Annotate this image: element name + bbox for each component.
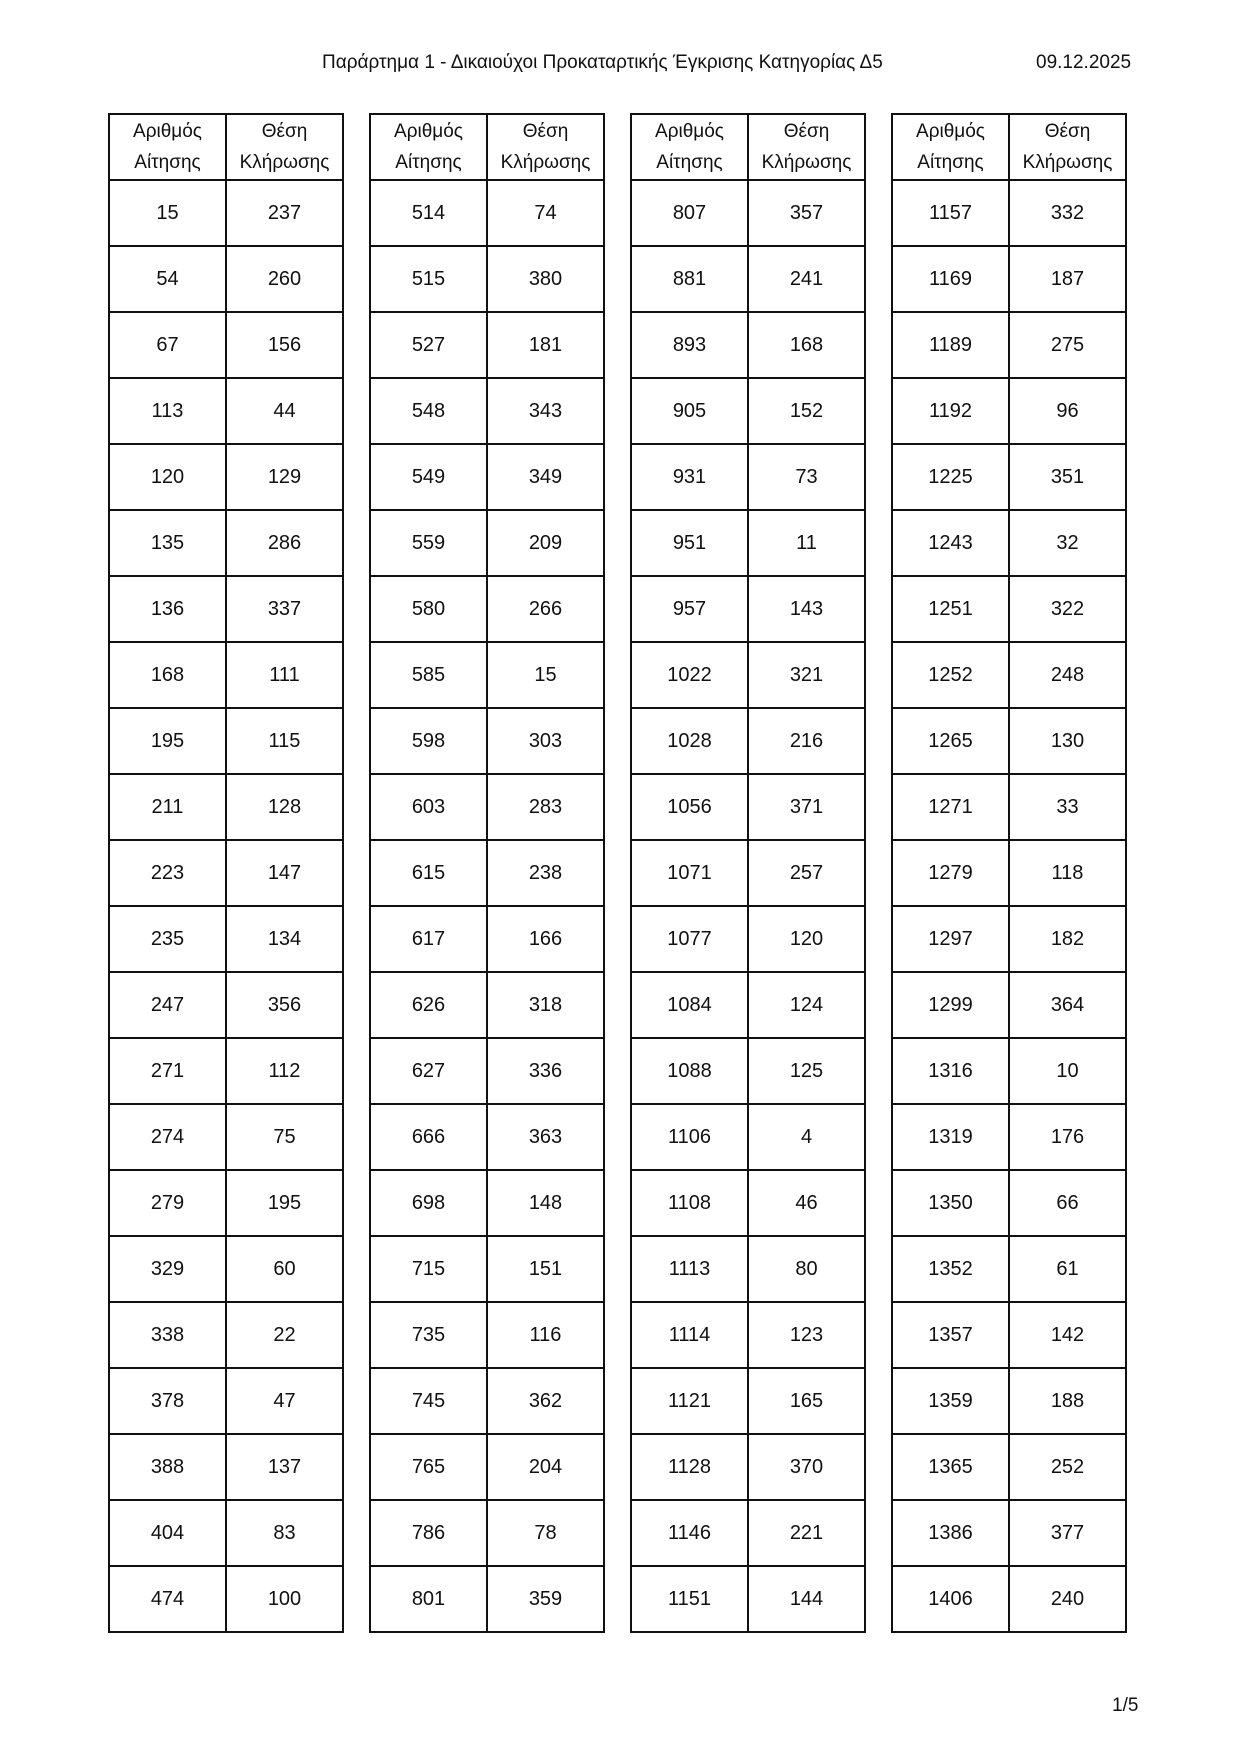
table-row <box>631 1500 865 1566</box>
application-number-cell: 168 <box>109 642 226 708</box>
draw-position-cell: 142 <box>1009 1302 1126 1368</box>
draw-position-cell: 10 <box>1009 1038 1126 1104</box>
application-number-cell: 378 <box>109 1368 226 1434</box>
application-number-cell: 1084 <box>631 972 748 1038</box>
table-row <box>370 840 604 906</box>
draw-position-cell: 156 <box>226 312 343 378</box>
table-row <box>631 1236 865 1302</box>
table-row <box>892 708 1126 774</box>
table-row <box>892 972 1126 1038</box>
column-header-line: Θέση <box>1044 121 1091 142</box>
column-header-line: Αίτησης <box>656 152 723 173</box>
table-row <box>109 1236 343 1302</box>
table-row <box>370 1170 604 1236</box>
draw-position-cell: 181 <box>487 312 604 378</box>
column-header-application-number <box>109 114 226 180</box>
column-header-line: Αριθμός <box>394 121 463 142</box>
table-row <box>892 1236 1126 1302</box>
draw-position-cell: 286 <box>226 510 343 576</box>
table-row <box>892 1302 1126 1368</box>
table-row <box>892 1566 1126 1632</box>
application-number-cell: 1352 <box>892 1236 1009 1302</box>
application-number-cell: 666 <box>370 1104 487 1170</box>
draw-position-cell: 100 <box>226 1566 343 1632</box>
draw-position-cell: 221 <box>748 1500 865 1566</box>
table-row <box>370 774 604 840</box>
table-row <box>109 510 343 576</box>
draw-position-cell: 144 <box>748 1566 865 1632</box>
application-number-cell: 580 <box>370 576 487 642</box>
application-number-cell: 1169 <box>892 246 1009 312</box>
application-number-cell: 247 <box>109 972 226 1038</box>
table-row <box>631 1170 865 1236</box>
draw-position-cell: 362 <box>487 1368 604 1434</box>
table-row <box>892 1434 1126 1500</box>
draw-position-cell: 176 <box>1009 1104 1126 1170</box>
results-table-1 <box>108 113 344 1633</box>
table-row <box>370 1500 604 1566</box>
table-row <box>631 840 865 906</box>
draw-position-cell: 356 <box>226 972 343 1038</box>
application-number-cell: 388 <box>109 1434 226 1500</box>
draw-position-cell: 252 <box>1009 1434 1126 1500</box>
column-header-draw-position <box>226 114 343 180</box>
table-row <box>370 642 604 708</box>
draw-position-cell: 318 <box>487 972 604 1038</box>
draw-position-cell: 151 <box>487 1236 604 1302</box>
table-row <box>370 576 604 642</box>
application-number-cell: 113 <box>109 378 226 444</box>
results-table-4 <box>891 113 1127 1633</box>
application-number-cell: 338 <box>109 1302 226 1368</box>
application-number-cell: 715 <box>370 1236 487 1302</box>
application-number-cell: 1189 <box>892 312 1009 378</box>
draw-position-cell: 195 <box>226 1170 343 1236</box>
draw-position-cell: 216 <box>748 708 865 774</box>
application-number-cell: 1359 <box>892 1368 1009 1434</box>
table-row <box>109 972 343 1038</box>
draw-position-cell: 15 <box>487 642 604 708</box>
table-row <box>631 378 865 444</box>
draw-position-cell: 11 <box>748 510 865 576</box>
draw-position-cell: 130 <box>1009 708 1126 774</box>
application-number-cell: 603 <box>370 774 487 840</box>
draw-position-cell: 137 <box>226 1434 343 1500</box>
draw-position-cell: 115 <box>226 708 343 774</box>
column-header-application-number <box>370 114 487 180</box>
table-row <box>631 1038 865 1104</box>
application-number-cell: 279 <box>109 1170 226 1236</box>
table-row <box>370 444 604 510</box>
table-row <box>370 708 604 774</box>
draw-position-cell: 275 <box>1009 312 1126 378</box>
table-row <box>109 1104 343 1170</box>
application-number-cell: 617 <box>370 906 487 972</box>
column-header-draw-position <box>1009 114 1126 180</box>
draw-position-cell: 266 <box>487 576 604 642</box>
application-number-cell: 67 <box>109 312 226 378</box>
draw-position-cell: 303 <box>487 708 604 774</box>
column-header-line: Αίτησης <box>134 152 201 173</box>
results-table-3 <box>630 113 866 1633</box>
table-row <box>109 1302 343 1368</box>
draw-position-cell: 260 <box>226 246 343 312</box>
application-number-cell: 765 <box>370 1434 487 1500</box>
application-number-cell: 1114 <box>631 1302 748 1368</box>
draw-position-cell: 60 <box>226 1236 343 1302</box>
table-row <box>370 972 604 1038</box>
application-number-cell: 136 <box>109 576 226 642</box>
table-row <box>631 642 865 708</box>
draw-position-cell: 209 <box>487 510 604 576</box>
draw-position-cell: 46 <box>748 1170 865 1236</box>
draw-position-cell: 204 <box>487 1434 604 1500</box>
application-number-cell: 195 <box>109 708 226 774</box>
table-row <box>892 378 1126 444</box>
draw-position-cell: 337 <box>226 576 343 642</box>
application-number-cell: 786 <box>370 1500 487 1566</box>
application-number-cell: 514 <box>370 180 487 246</box>
table-row <box>631 180 865 246</box>
application-number-cell: 548 <box>370 378 487 444</box>
draw-position-cell: 44 <box>226 378 343 444</box>
application-number-cell: 15 <box>109 180 226 246</box>
application-number-cell: 1192 <box>892 378 1009 444</box>
table-row <box>892 576 1126 642</box>
draw-position-cell: 248 <box>1009 642 1126 708</box>
column-header-line: Κλήρωσης <box>500 152 591 173</box>
table-row <box>631 774 865 840</box>
draw-position-cell: 134 <box>226 906 343 972</box>
draw-position-cell: 116 <box>487 1302 604 1368</box>
application-number-cell: 211 <box>109 774 226 840</box>
table-row <box>631 576 865 642</box>
table-row <box>631 1302 865 1368</box>
application-number-cell: 1151 <box>631 1566 748 1632</box>
table-row <box>631 312 865 378</box>
table-row <box>370 312 604 378</box>
draw-position-cell: 143 <box>748 576 865 642</box>
application-number-cell: 598 <box>370 708 487 774</box>
application-number-cell: 1251 <box>892 576 1009 642</box>
table-row <box>109 1038 343 1104</box>
table-row <box>370 1104 604 1170</box>
table-row <box>109 1368 343 1434</box>
application-number-cell: 626 <box>370 972 487 1038</box>
application-number-cell: 329 <box>109 1236 226 1302</box>
draw-position-cell: 359 <box>487 1566 604 1632</box>
results-table-2 <box>369 113 605 1633</box>
table-row <box>370 1302 604 1368</box>
table-row <box>631 510 865 576</box>
application-number-cell: 615 <box>370 840 487 906</box>
draw-position-cell: 363 <box>487 1104 604 1170</box>
draw-position-cell: 147 <box>226 840 343 906</box>
draw-position-cell: 75 <box>226 1104 343 1170</box>
application-number-cell: 931 <box>631 444 748 510</box>
draw-position-cell: 241 <box>748 246 865 312</box>
draw-position-cell: 188 <box>1009 1368 1126 1434</box>
table-row <box>109 642 343 708</box>
column-header-line: Θέση <box>522 121 569 142</box>
column-header-line: Αριθμός <box>655 121 724 142</box>
application-number-cell: 515 <box>370 246 487 312</box>
table-row <box>892 1170 1126 1236</box>
draw-position-cell: 61 <box>1009 1236 1126 1302</box>
table-header-row <box>892 114 1126 180</box>
application-number-cell: 881 <box>631 246 748 312</box>
table-row <box>631 972 865 1038</box>
draw-position-cell: 120 <box>748 906 865 972</box>
column-header-line: Κλήρωσης <box>1022 152 1113 173</box>
application-number-cell: 807 <box>631 180 748 246</box>
page-number: 1/5 <box>1112 1695 1139 1716</box>
column-header-line: Θέση <box>261 121 308 142</box>
application-number-cell: 474 <box>109 1566 226 1632</box>
application-number-cell: 1056 <box>631 774 748 840</box>
application-number-cell: 1299 <box>892 972 1009 1038</box>
table-header-row <box>631 114 865 180</box>
draw-position-cell: 33 <box>1009 774 1126 840</box>
table-row <box>370 1566 604 1632</box>
table-row <box>892 312 1126 378</box>
draw-position-cell: 187 <box>1009 246 1126 312</box>
draw-position-cell: 257 <box>748 840 865 906</box>
table-row <box>892 1038 1126 1104</box>
draw-position-cell: 168 <box>748 312 865 378</box>
draw-position-cell: 4 <box>748 1104 865 1170</box>
column-header-line: Κλήρωσης <box>239 152 330 173</box>
application-number-cell: 223 <box>109 840 226 906</box>
draw-position-cell: 332 <box>1009 180 1126 246</box>
table-row <box>892 906 1126 972</box>
table-row <box>892 840 1126 906</box>
draw-position-cell: 237 <box>226 180 343 246</box>
column-header-draw-position <box>748 114 865 180</box>
table-row <box>109 1500 343 1566</box>
table-row <box>892 1368 1126 1434</box>
application-number-cell: 951 <box>631 510 748 576</box>
column-header-line: Αριθμός <box>133 121 202 142</box>
application-number-cell: 271 <box>109 1038 226 1104</box>
table-row <box>892 642 1126 708</box>
application-number-cell: 1386 <box>892 1500 1009 1566</box>
table-row <box>109 708 343 774</box>
table-row <box>109 774 343 840</box>
document-date: 09.12.2025 <box>1036 52 1132 73</box>
table-row <box>370 906 604 972</box>
draw-position-cell: 96 <box>1009 378 1126 444</box>
draw-position-cell: 118 <box>1009 840 1126 906</box>
application-number-cell: 1113 <box>631 1236 748 1302</box>
table-header-row <box>370 114 604 180</box>
draw-position-cell: 370 <box>748 1434 865 1500</box>
table-row <box>370 1368 604 1434</box>
draw-position-cell: 111 <box>226 642 343 708</box>
draw-position-cell: 80 <box>748 1236 865 1302</box>
table-row <box>370 246 604 312</box>
draw-position-cell: 123 <box>748 1302 865 1368</box>
application-number-cell: 1121 <box>631 1368 748 1434</box>
table-row <box>892 774 1126 840</box>
application-number-cell: 1225 <box>892 444 1009 510</box>
application-number-cell: 1279 <box>892 840 1009 906</box>
draw-position-cell: 47 <box>226 1368 343 1434</box>
application-number-cell: 1297 <box>892 906 1009 972</box>
draw-position-cell: 321 <box>748 642 865 708</box>
draw-position-cell: 78 <box>487 1500 604 1566</box>
table-row <box>892 1104 1126 1170</box>
application-number-cell: 404 <box>109 1500 226 1566</box>
application-number-cell: 1252 <box>892 642 1009 708</box>
table-row <box>892 1500 1126 1566</box>
application-number-cell: 1243 <box>892 510 1009 576</box>
draw-position-cell: 380 <box>487 246 604 312</box>
table-row <box>109 906 343 972</box>
draw-position-cell: 129 <box>226 444 343 510</box>
draw-position-cell: 22 <box>226 1302 343 1368</box>
application-number-cell: 1319 <box>892 1104 1009 1170</box>
table-row <box>370 1434 604 1500</box>
application-number-cell: 1071 <box>631 840 748 906</box>
table-row <box>631 444 865 510</box>
table-row <box>109 840 343 906</box>
table-row <box>631 1104 865 1170</box>
table-row <box>370 180 604 246</box>
table-row <box>892 510 1126 576</box>
table-row <box>109 312 343 378</box>
application-number-cell: 559 <box>370 510 487 576</box>
draw-position-cell: 343 <box>487 378 604 444</box>
table-row <box>370 510 604 576</box>
column-header-line: Κλήρωσης <box>761 152 852 173</box>
draw-position-cell: 112 <box>226 1038 343 1104</box>
draw-position-cell: 238 <box>487 840 604 906</box>
application-number-cell: 1406 <box>892 1566 1009 1632</box>
application-number-cell: 1316 <box>892 1038 1009 1104</box>
document-title: Παράρτημα 1 - Δικαιούχοι Προκαταρτικής Έγκρισης Κατηγορίας Δ5 <box>322 52 883 73</box>
table-row <box>109 1566 343 1632</box>
table-row <box>370 378 604 444</box>
table-row <box>109 378 343 444</box>
application-number-cell: 1022 <box>631 642 748 708</box>
table-row <box>631 246 865 312</box>
application-number-cell: 893 <box>631 312 748 378</box>
table-row <box>631 708 865 774</box>
application-number-cell: 235 <box>109 906 226 972</box>
column-header-line: Αριθμός <box>916 121 985 142</box>
table-row <box>109 180 343 246</box>
application-number-cell: 1157 <box>892 180 1009 246</box>
draw-position-cell: 371 <box>748 774 865 840</box>
application-number-cell: 274 <box>109 1104 226 1170</box>
application-number-cell: 801 <box>370 1566 487 1632</box>
application-number-cell: 1265 <box>892 708 1009 774</box>
application-number-cell: 549 <box>370 444 487 510</box>
draw-position-cell: 152 <box>748 378 865 444</box>
application-number-cell: 735 <box>370 1302 487 1368</box>
table-row <box>109 444 343 510</box>
table-row <box>109 576 343 642</box>
application-number-cell: 527 <box>370 312 487 378</box>
column-header-application-number <box>892 114 1009 180</box>
draw-position-cell: 322 <box>1009 576 1126 642</box>
table-row <box>631 1434 865 1500</box>
application-number-cell: 1128 <box>631 1434 748 1500</box>
table-row <box>109 1434 343 1500</box>
draw-position-cell: 32 <box>1009 510 1126 576</box>
draw-position-cell: 377 <box>1009 1500 1126 1566</box>
application-number-cell: 54 <box>109 246 226 312</box>
application-number-cell: 1028 <box>631 708 748 774</box>
draw-position-cell: 125 <box>748 1038 865 1104</box>
application-number-cell: 1357 <box>892 1302 1009 1368</box>
table-header-row <box>109 114 343 180</box>
draw-position-cell: 349 <box>487 444 604 510</box>
column-header-line: Αίτησης <box>917 152 984 173</box>
table-row <box>631 1566 865 1632</box>
draw-position-cell: 124 <box>748 972 865 1038</box>
draw-position-cell: 166 <box>487 906 604 972</box>
application-number-cell: 1088 <box>631 1038 748 1104</box>
draw-position-cell: 148 <box>487 1170 604 1236</box>
table-row <box>631 906 865 972</box>
column-header-application-number <box>631 114 748 180</box>
draw-position-cell: 357 <box>748 180 865 246</box>
draw-position-cell: 240 <box>1009 1566 1126 1632</box>
draw-position-cell: 66 <box>1009 1170 1126 1236</box>
table-row <box>892 180 1126 246</box>
application-number-cell: 1271 <box>892 774 1009 840</box>
draw-position-cell: 165 <box>748 1368 865 1434</box>
table-row <box>370 1236 604 1302</box>
table-row <box>109 1170 343 1236</box>
application-number-cell: 1365 <box>892 1434 1009 1500</box>
table-row <box>892 246 1126 312</box>
draw-position-cell: 351 <box>1009 444 1126 510</box>
application-number-cell: 135 <box>109 510 226 576</box>
column-header-line: Αίτησης <box>395 152 462 173</box>
column-header-line: Θέση <box>783 121 830 142</box>
draw-position-cell: 182 <box>1009 906 1126 972</box>
application-number-cell: 1077 <box>631 906 748 972</box>
draw-position-cell: 364 <box>1009 972 1126 1038</box>
draw-position-cell: 128 <box>226 774 343 840</box>
application-number-cell: 1106 <box>631 1104 748 1170</box>
application-number-cell: 627 <box>370 1038 487 1104</box>
draw-position-cell: 74 <box>487 180 604 246</box>
draw-position-cell: 283 <box>487 774 604 840</box>
draw-position-cell: 336 <box>487 1038 604 1104</box>
application-number-cell: 698 <box>370 1170 487 1236</box>
application-number-cell: 1350 <box>892 1170 1009 1236</box>
table-row <box>109 246 343 312</box>
application-number-cell: 1146 <box>631 1500 748 1566</box>
draw-position-cell: 73 <box>748 444 865 510</box>
application-number-cell: 957 <box>631 576 748 642</box>
table-row <box>892 444 1126 510</box>
column-header-draw-position <box>487 114 604 180</box>
application-number-cell: 1108 <box>631 1170 748 1236</box>
application-number-cell: 585 <box>370 642 487 708</box>
application-number-cell: 905 <box>631 378 748 444</box>
draw-position-cell: 83 <box>226 1500 343 1566</box>
application-number-cell: 120 <box>109 444 226 510</box>
application-number-cell: 745 <box>370 1368 487 1434</box>
table-row <box>631 1368 865 1434</box>
table-row <box>370 1038 604 1104</box>
